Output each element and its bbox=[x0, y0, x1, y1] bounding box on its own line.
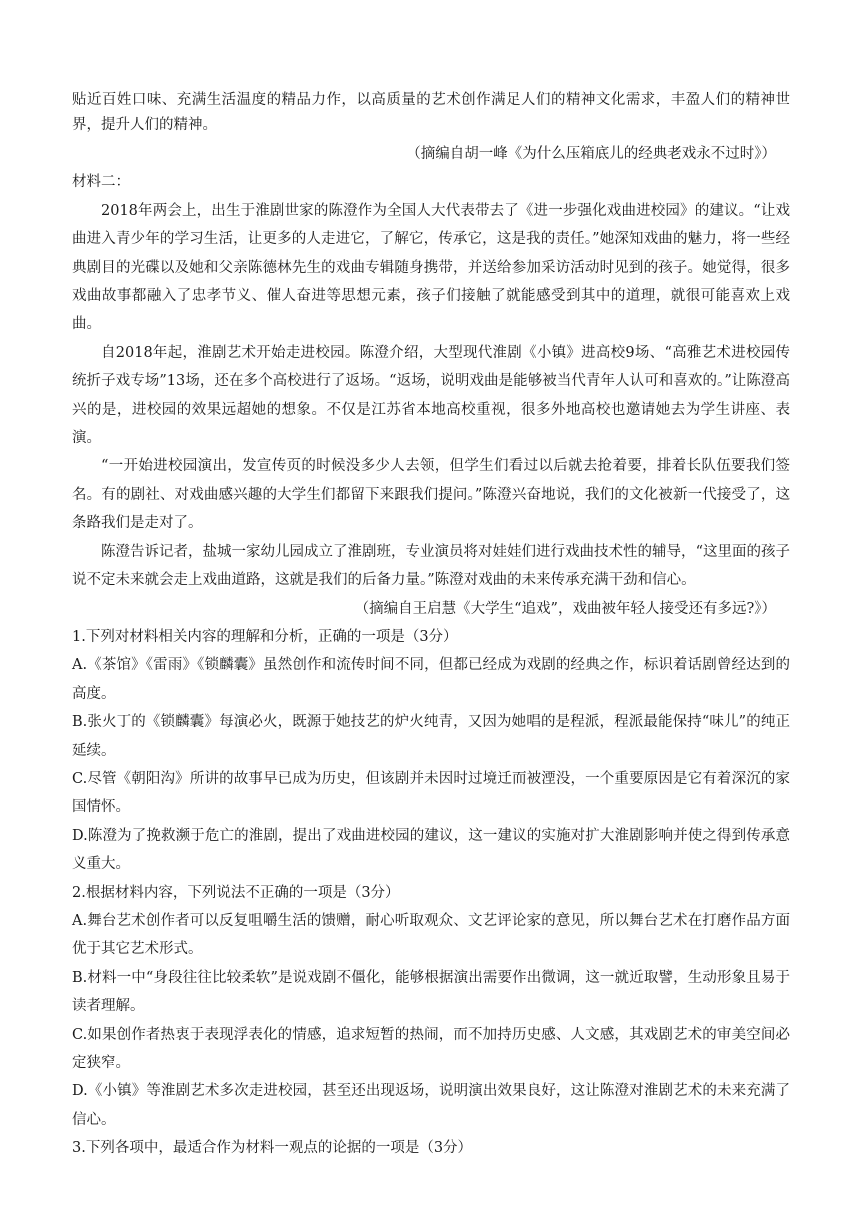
material2-paragraph: “一开始进校园演出，发宣传页的时候没多少人去领，但学生们看过以后就去抢着要，排着长队伍要我们签名。有的剧社、对戏曲感兴趣的大学生们都留下来跟我们提问。”陈澄兴奋地说，我们的文化被新一代接受了，这条路我们是走对了。 bbox=[72, 458, 790, 532]
material2-paragraph: 2018年两会上，出生于淮剧世家的陈澄作为全国人大代表带去了《进一步强化戏曲进校园》的建议。“让戏曲进入青少年的学习生活，让更多的人走进它，了解它，传承它，这是我的责任。”她深知戏曲的魅力，将一些经典剧目的光碟以及她和父亲陈德林先生的戏曲专辑随身携带，并送给参加采访活动时见到的孩子。她觉得，很多戏曲故事都融入了忠孝节义、催人奋进等思想元素，孩子们接触了就能感受到其中的道理，就很可能喜欢上戏曲。 bbox=[72, 202, 790, 333]
question-option: D.陈澄为了挽救濒于危亡的淮剧，提出了戏曲进校园的建议，这一建议的实施对扩大淮剧影响并使之得到传承意义重大。 bbox=[72, 827, 790, 873]
question-1 bbox=[72, 623, 790, 879]
question-3 bbox=[72, 1134, 790, 1162]
material2-heading: 材料二： bbox=[72, 174, 130, 191]
question-2 bbox=[72, 879, 790, 1135]
intro-source: （摘编自胡一峰《为什么压箱底儿的经典老戏永不过时》） bbox=[406, 146, 776, 162]
question-option: D.《小镇》等淮剧艺术多次走进校园，甚至还出现返场，说明演出效果良好，这让陈澄对淮剧艺术的未来充满了信心。 bbox=[72, 1083, 790, 1128]
question-option: C.尽管《朝阳沟》所讲的故事早已成为历史，但该剧并未因时过境迁而被湮没，一个重要原因是它有着深沉的家国情怀。 bbox=[72, 770, 790, 816]
material2-paragraph: 自2018年起，淮剧艺术开始走进校园。陈澄介绍，大型现代淮剧《小镇》进高校9场、“高雅艺术进校园传统折子戏专场”13场，还在多个高校进行了返场。“返场，说明戏曲是能够被当代青年人认可和喜欢的。”让陈澄高兴的是，进校园的效果远超她的想象。不仅是江苏省本地高校重视，很多外地高校也邀请她去为学生讲座、表演。 bbox=[72, 344, 790, 447]
question-stem: 2.根据材料内容，下列说法不正确的一项是（3分） bbox=[72, 884, 400, 901]
document-page bbox=[72, 88, 790, 1163]
question-option: C.如果创作者热衷于表现浮表化的情感，追求短暂的热闹，而不加持历史感、人文感，其戏剧艺术的审美空间必定狭窄。 bbox=[72, 1026, 790, 1071]
intro-continuation: 贴近百姓口味、充满生活温度的精品力作，以高质量的艺术创作满足人们的精神文化需求，丰盈人们的精神世界，提升人们的精神。 bbox=[72, 92, 790, 133]
question-option: A.《茶馆》《雷雨》《锁麟囊》虽然创作和流传时间不同，但都已经成为戏剧的经典之作，标识着话剧曾经达到的高度。 bbox=[72, 657, 790, 702]
material2-source: （摘编自王启慧《大学生“追戏”，戏曲被年轻人接受还有多远?》） bbox=[354, 600, 776, 617]
question-stem: 3.下列各项中，最适合作为材料一观点的论据的一项是（3分） bbox=[72, 1140, 473, 1157]
question-stem: 1.下列对材料相关内容的理解和分析，正确的一项是（3分） bbox=[72, 628, 458, 645]
material2-paragraph: 陈澄告诉记者，盐城一家幼儿园成立了淮剧班，专业演员将对娃娃们进行戏曲技术性的辅导，“这里面的孩子说不定未来就会走上戏曲道路，这就是我们的后备力量。”陈澄对戏曲的未来传承充满干劲和信心。 bbox=[72, 543, 790, 589]
question-option: B.张火丁的《锁麟囊》每演必火，既源于她技艺的炉火纯青，又因为她唱的是程派，程派最能保持“味儿”的纯正延续。 bbox=[72, 714, 790, 759]
question-option: B.材料一中“身段往往比较柔软”是说戏剧不僵化，能够根据演出需要作出微调，这一就近取譬，生动形象且易于读者理解。 bbox=[72, 969, 790, 1015]
question-option: A.舞台艺术创作者可以反复咀嚼生活的馈赠，耐心听取观众、文艺评论家的意见，所以舞台艺术在打磨作品方面优于其它艺术形式。 bbox=[72, 912, 790, 958]
